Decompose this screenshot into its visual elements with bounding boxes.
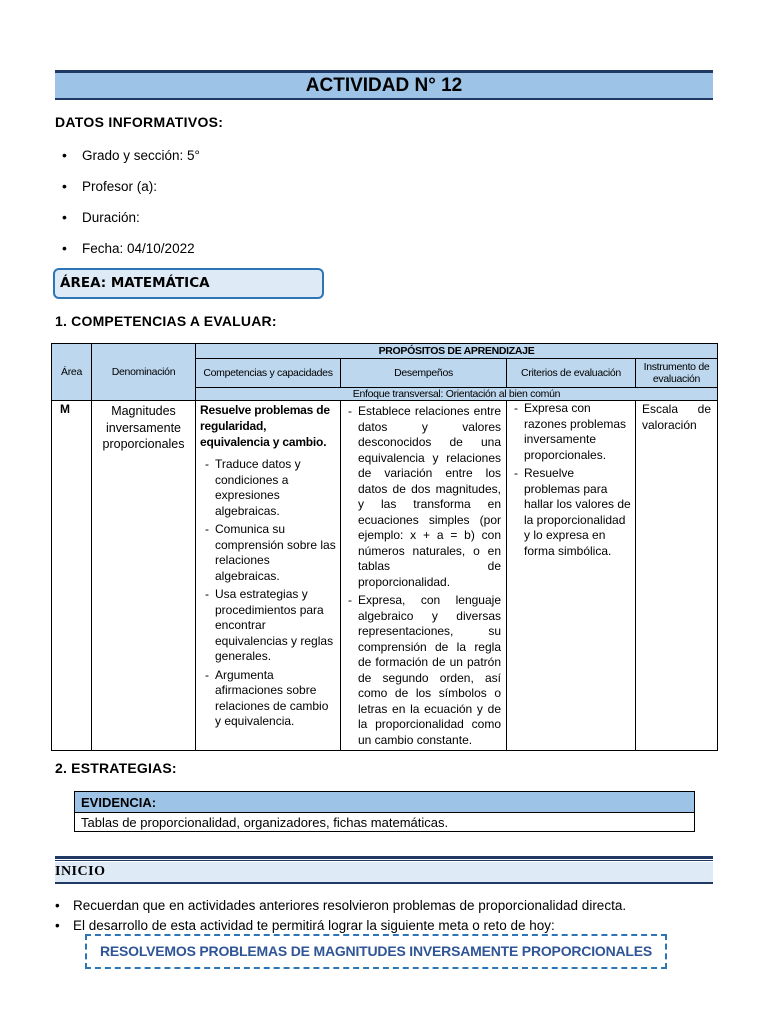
meta-box: RESOLVEMOS PROBLEMAS DE MAGNITUDES INVERSAMENTE PROPORCIONALES — [85, 934, 667, 969]
divider — [55, 856, 713, 859]
list-item: - Usa estrategias y procedimientos para encontrar equivalencias y reglas generales. — [200, 587, 336, 665]
header-instrumento: Instrumento de evaluación — [636, 359, 718, 388]
list-item: - Resuelve problemas para hallar los valores de la proporcionalidad y lo expresa en forma simbólica. — [509, 466, 631, 559]
list-item: • Grado y sección: 5° — [62, 140, 200, 171]
list-item: • El desarrollo de esta actividad te permitirá lograr la siguiente meta o reto de hoy: — [55, 916, 626, 936]
competencia-title: Resuelve problemas de regularidad, equivalencia y cambio. — [200, 403, 330, 449]
competencias-heading: 1. COMPETENCIAS A EVALUAR: — [55, 313, 277, 329]
list-item: - Traduce datos y condiciones a expresiones algebraicas. — [200, 457, 336, 519]
list-item: • Profesor (a): — [62, 171, 200, 202]
header-competencias: Competencias y capacidades — [196, 359, 341, 388]
header-enfoque: Enfoque transversal: Orientación al bien común — [196, 388, 718, 401]
evidencia-text: Tablas de proporcionalidad, organizadores, fichas matemáticas. — [75, 813, 695, 832]
cell-criterios — [507, 401, 636, 751]
desempenos-list — [343, 404, 501, 748]
cell-instrumento: Escala de valoración — [636, 401, 718, 751]
capacidades-list — [200, 457, 336, 730]
header-area: Área — [52, 344, 92, 401]
list-item: • Recuerdan que en actividades anteriores resolvieron problemas de proporcionalidad directa. — [55, 896, 626, 916]
page-title: ACTIVIDAD N° 12 — [55, 70, 713, 100]
list-item: - Comunica su comprensión sobre las relaciones algebraicas. — [200, 522, 336, 584]
evidencia-table — [74, 791, 695, 832]
header-desempenos: Desempeños — [341, 359, 507, 388]
cell-area: M — [52, 401, 92, 751]
evidencia-label: EVIDENCIA: — [75, 792, 695, 813]
list-item: - Establece relaciones entre datos y valores desconocidos de una equivalencia y relaciones de variación entre los datos de dos magnitudes, y las transforma en ecuaciones simples (por ejemplo: x + a = b) con números naturales, o en tablas de proporcionalidad. — [343, 404, 501, 590]
cell-desempenos — [341, 401, 507, 751]
cell-competencias — [196, 401, 341, 751]
header-propositos: PROPÓSITOS DE APRENDIZAJE — [196, 344, 718, 359]
datos-informativos-list — [62, 140, 200, 264]
list-item: - Expresa con razones problemas inversamente proporcionales. — [509, 401, 631, 463]
criterios-list — [509, 401, 631, 559]
divider — [55, 860, 713, 861]
datos-informativos-label: DATOS INFORMATIVOS: — [55, 114, 224, 130]
list-item: • Fecha: 04/10/2022 — [62, 233, 200, 264]
header-denominacion: Denominación — [92, 344, 196, 401]
header-criterios: Criterios de evaluación — [507, 359, 636, 388]
competencias-table — [51, 343, 718, 751]
inicio-heading: INICIO — [55, 862, 713, 884]
area-heading: ÁREA: MATEMÁTICA — [53, 268, 324, 299]
estrategias-heading: 2. ESTRATEGIAS: — [55, 760, 177, 776]
list-item: - Expresa, con lenguaje algebraico y diversas representaciones, su comprensión de la regla de formación de un patrón de segundo orden, así como de los símbolos o letras en la ecuación y de la proporcionalidad como un cambio constante. — [343, 593, 501, 748]
cell-denominacion: Magnitudes inversamente proporcionales — [92, 401, 196, 751]
list-item: • Duración: — [62, 202, 200, 233]
list-item: - Argumenta afirmaciones sobre relaciones de cambio y equivalencia. — [200, 668, 336, 730]
inicio-list — [55, 896, 626, 936]
